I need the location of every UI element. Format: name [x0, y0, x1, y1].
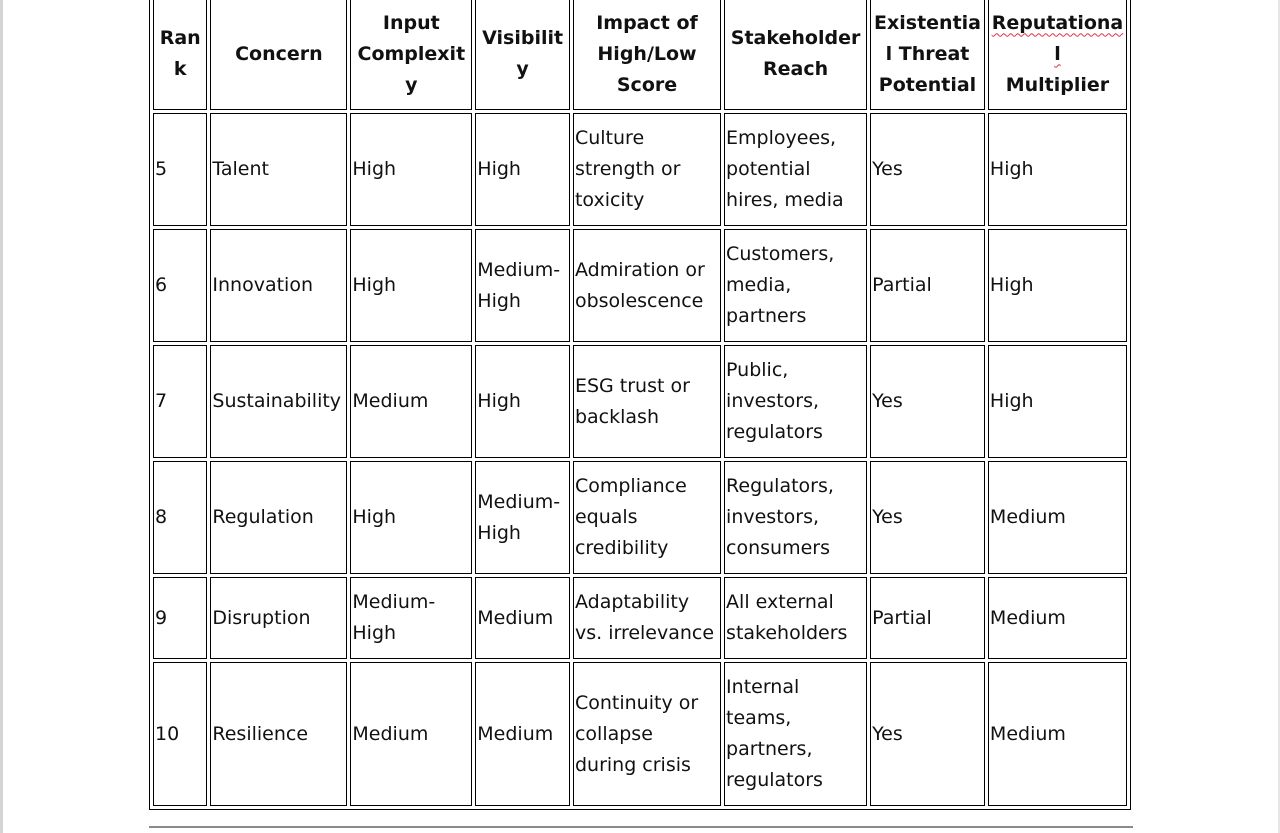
header-visibility[interactable]: Visibility — [475, 0, 570, 110]
cell-rank[interactable]: 9 — [153, 577, 207, 659]
table-row — [153, 113, 1127, 226]
cell-visibility[interactable]: High — [475, 113, 570, 226]
cell-input-complexity[interactable]: High — [350, 229, 472, 342]
table-row — [153, 345, 1127, 458]
header-row — [153, 0, 1127, 110]
cell-existential-threat[interactable]: Yes — [870, 345, 985, 458]
cell-reputational-multiplier[interactable]: High — [988, 229, 1127, 342]
cell-impact[interactable]: Admiration or obsolescence — [573, 229, 721, 342]
cell-impact[interactable]: Adaptability vs. irrelevance — [573, 577, 721, 659]
page-edge-left — [0, 0, 3, 833]
cell-impact[interactable]: Continuity or collapse during crisis — [573, 662, 721, 806]
cell-concern[interactable]: Talent — [210, 113, 347, 226]
cell-input-complexity[interactable]: Medium — [350, 662, 472, 806]
header-impact[interactable]: Impact of High/Low Score — [573, 0, 721, 110]
cell-visibility[interactable]: Medium — [475, 577, 570, 659]
concerns-table — [149, 0, 1131, 810]
cell-concern[interactable]: Disruption — [210, 577, 347, 659]
table-row — [153, 229, 1127, 342]
header-reputational-multiplier[interactable] — [988, 0, 1127, 110]
cell-reputational-multiplier[interactable]: Medium — [988, 461, 1127, 574]
cell-concern[interactable]: Innovation — [210, 229, 347, 342]
cell-visibility[interactable]: Medium-High — [475, 229, 570, 342]
cell-stakeholder-reach[interactable]: Internal teams, partners, regulators — [724, 662, 867, 806]
cell-rank[interactable]: 10 — [153, 662, 207, 806]
cell-rank[interactable]: 6 — [153, 229, 207, 342]
cell-stakeholder-reach[interactable]: Public, investors, regulators — [724, 345, 867, 458]
table-bottom-edge — [149, 826, 1133, 828]
cell-input-complexity[interactable]: High — [350, 113, 472, 226]
cell-impact[interactable]: ESG trust or backlash — [573, 345, 721, 458]
header-reputational-multiplier-second-word: Multiplier — [1005, 73, 1110, 96]
cell-existential-threat[interactable]: Partial — [870, 229, 985, 342]
cell-input-complexity[interactable]: Medium — [350, 345, 472, 458]
cell-reputational-multiplier[interactable]: High — [988, 345, 1127, 458]
table-row — [153, 662, 1127, 806]
table-row — [153, 461, 1127, 574]
cell-input-complexity[interactable]: High — [350, 461, 472, 574]
cell-impact[interactable]: Culture strength or toxicity — [573, 113, 721, 226]
cell-visibility[interactable]: Medium-High — [475, 461, 570, 574]
cell-impact[interactable]: Compliance equals credibility — [573, 461, 721, 574]
cell-reputational-multiplier[interactable]: High — [988, 113, 1127, 226]
cell-reputational-multiplier[interactable]: Medium — [988, 577, 1127, 659]
cell-existential-threat[interactable]: Partial — [870, 577, 985, 659]
cell-stakeholder-reach[interactable]: Employees, potential hires, media — [724, 113, 867, 226]
header-existential-threat[interactable]: Existential Threat Potential — [870, 0, 985, 110]
cell-rank[interactable]: 7 — [153, 345, 207, 458]
cell-concern[interactable]: Resilience — [210, 662, 347, 806]
cell-input-complexity[interactable]: Medium-High — [350, 577, 472, 659]
cell-existential-threat[interactable]: Yes — [870, 113, 985, 226]
cell-reputational-multiplier[interactable]: Medium — [988, 662, 1127, 806]
cell-visibility[interactable]: High — [475, 345, 570, 458]
spellcheck-flagged-word[interactable]: Reputational — [991, 11, 1124, 65]
table-row — [153, 577, 1127, 659]
header-concern[interactable]: Concern — [210, 0, 347, 110]
cell-stakeholder-reach[interactable]: Customers, media, partners — [724, 229, 867, 342]
cell-existential-threat[interactable]: Yes — [870, 662, 985, 806]
cell-existential-threat[interactable]: Yes — [870, 461, 985, 574]
cell-rank[interactable]: 8 — [153, 461, 207, 574]
cell-stakeholder-reach[interactable]: All external stakeholders — [724, 577, 867, 659]
header-stakeholder-reach[interactable]: Stakeholder Reach — [724, 0, 867, 110]
cell-concern[interactable]: Sustainability — [210, 345, 347, 458]
header-input-complexity[interactable]: Input Complexity — [350, 0, 472, 110]
cell-stakeholder-reach[interactable]: Regulators, investors, consumers — [724, 461, 867, 574]
header-rank[interactable]: Rank — [153, 0, 207, 110]
cell-rank[interactable]: 5 — [153, 113, 207, 226]
cell-visibility[interactable]: Medium — [475, 662, 570, 806]
cell-concern[interactable]: Regulation — [210, 461, 347, 574]
